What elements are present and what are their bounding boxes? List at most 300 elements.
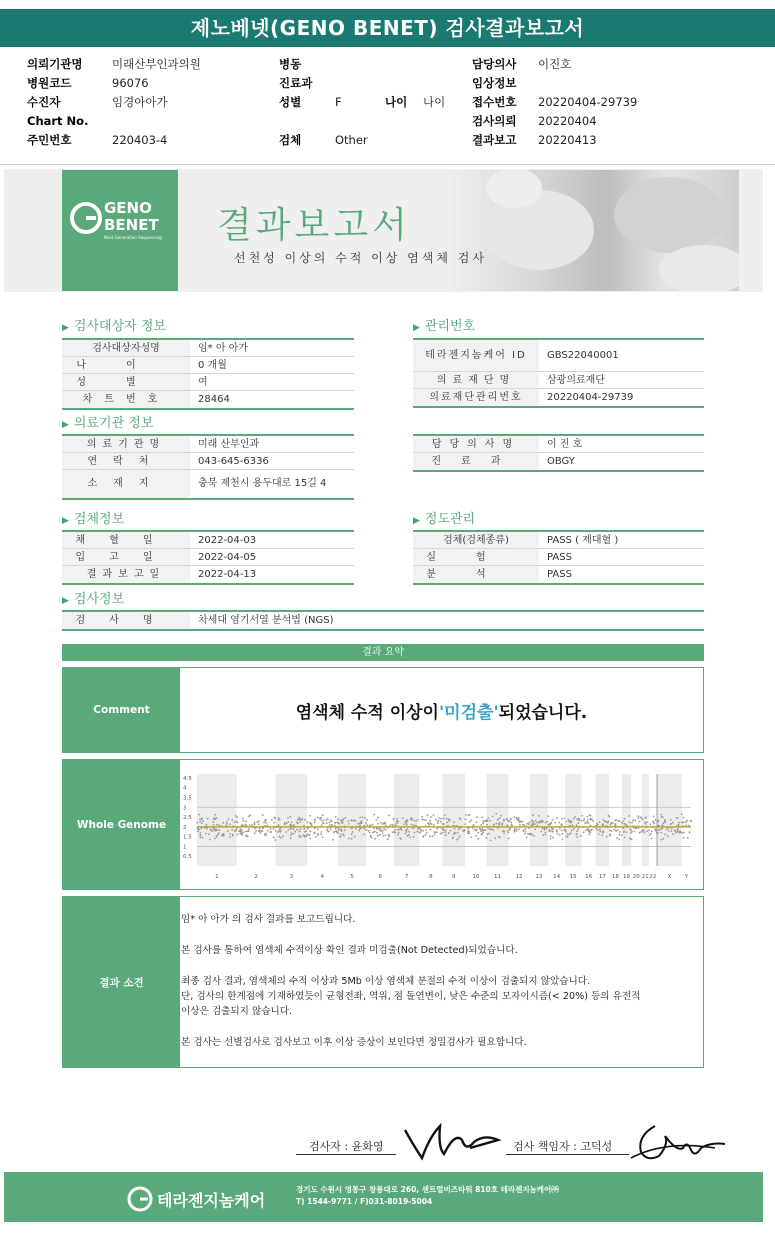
data-point [440,833,442,835]
data-point [255,830,257,832]
data-point [414,832,416,834]
data-point [591,819,593,821]
section-arrow-icon: ▶ [62,323,69,333]
data-point [500,815,502,817]
data-point [237,834,239,836]
data-point [494,837,496,839]
data-point [362,816,364,818]
data-point [550,835,552,837]
data-point [590,831,592,833]
data-point [265,833,267,835]
header-label: 담당의사 [472,57,517,71]
age-value: 나이 [423,95,446,109]
section-arrow-icon: ▶ [62,516,69,526]
data-point [205,833,207,835]
data-point [365,822,367,824]
table-value: GBS22040001 [547,350,619,361]
data-point [662,838,664,840]
comment-label: Comment [63,668,180,752]
data-point [528,822,530,824]
data-point [334,822,336,824]
data-point [407,835,409,837]
header-value: 96076 [112,76,149,90]
data-point [308,834,310,836]
data-point [443,818,445,820]
genome-label: Whole Genome [63,760,180,889]
data-point [597,829,599,831]
data-point [550,822,552,824]
data-point [388,834,390,836]
data-point [327,818,329,820]
data-point [413,819,415,821]
data-point [571,830,573,832]
data-point [470,837,472,839]
data-point [437,823,439,825]
data-point [201,823,203,825]
data-point [453,833,455,835]
data-point [429,820,431,822]
signature-underline [296,1154,396,1155]
table-row [413,549,704,566]
data-point [561,829,563,831]
data-point [514,830,516,832]
data-point [213,824,215,826]
data-point [342,818,344,820]
data-point [499,817,501,819]
data-point [590,815,592,817]
data-point [525,828,527,830]
data-point [476,821,478,823]
data-point [275,830,277,832]
data-point [259,827,261,829]
x-tick-label: 14 [553,874,561,880]
data-point [482,817,484,819]
data-point [265,819,267,821]
data-point [432,835,434,837]
data-point [337,832,339,834]
x-tick-label: 1 [215,874,219,880]
data-point [486,837,488,839]
data-point [354,820,356,822]
data-point [567,833,569,835]
x-tick-label: 16 [585,874,593,880]
data-point [577,828,579,830]
data-point [258,830,260,832]
data-point [442,828,444,830]
finding-line: 이상은 검출되지 않습니다. [181,1006,293,1017]
table-row [62,612,704,629]
data-point [552,837,554,839]
data-point [544,828,546,830]
data-point [380,830,382,832]
data-point [320,833,322,835]
data-point [304,831,306,833]
data-point [208,833,210,835]
data-point [380,828,382,830]
data-point [475,835,477,837]
data-point [624,837,626,839]
data-point [554,822,556,824]
x-tick-label: 15 [569,874,577,880]
comment-pre: 염색체 수적 이상이 [295,702,439,723]
data-point [651,831,653,833]
data-point [569,820,571,822]
table-key: 채혈일 [62,532,190,548]
data-point [299,819,301,821]
data-point [609,816,611,818]
data-point [639,821,641,823]
data-point [663,822,665,824]
table-key: 의료재단관리번호 [413,389,539,406]
data-point [344,817,346,819]
x-tick-label: 12 [515,874,523,880]
data-point [374,838,376,840]
data-point [596,823,598,825]
data-point [263,822,265,824]
data-point [247,835,249,837]
data-point [237,822,239,824]
data-point [608,820,610,822]
data-point [372,824,374,826]
data-point [653,823,655,825]
data-point [567,836,569,838]
data-point [197,831,199,833]
data-point [540,831,542,833]
data-point [454,832,456,834]
institution-table [62,434,354,500]
chromosome-band [657,774,682,866]
data-point [290,837,292,839]
data-point [339,836,341,838]
data-point [486,819,488,821]
table-key: 담당의사명 [413,436,539,452]
data-point [209,839,211,841]
header-value: 20220404-29739 [538,95,638,109]
data-point [321,820,323,822]
data-point [561,824,563,826]
data-point [587,828,589,830]
data-point [476,829,478,831]
data-point [236,816,238,818]
data-point [497,818,499,820]
data-point [212,830,214,832]
table-value: 28464 [198,394,230,405]
data-point [640,817,642,819]
data-point [406,819,408,821]
data-point [643,831,645,833]
data-point [503,819,505,821]
data-point [406,823,408,825]
banner-title: 결과보고서 [217,205,411,246]
data-point [541,822,543,824]
table-key: 검사대상자성명 [62,340,190,356]
data-point [435,819,437,821]
data-point [570,822,572,824]
x-tick-label: 4 [320,874,325,880]
data-point [685,824,687,826]
table-key: 진료과 [413,453,539,470]
data-point [229,823,231,825]
data-point [239,828,241,830]
data-point [273,837,275,839]
data-point [398,832,400,834]
data-point [442,832,444,834]
data-point [530,834,532,836]
data-point [400,838,402,840]
data-point [445,830,447,832]
data-point [341,829,343,831]
data-point [545,828,547,830]
y-tick-label: 1.5 [183,834,192,841]
data-point [260,830,262,832]
data-point [526,837,528,839]
banner-subtitle: 선천성 이상의 수적 이상 염색체 검사 [234,251,487,265]
data-point [538,815,540,817]
table-value: 2022-04-13 [198,569,257,580]
data-point [633,819,635,821]
data-point [473,824,475,826]
data-point [403,823,405,825]
data-point [629,822,631,824]
table-row [413,532,704,549]
data-point [251,824,253,826]
data-point [216,835,218,837]
data-point [602,819,604,821]
data-point [327,831,329,833]
data-point [429,835,431,837]
data-point [578,822,580,824]
data-point [624,818,626,820]
data-point [382,832,384,834]
data-point [674,829,676,831]
data-point [458,829,460,831]
table-value: 2022-04-03 [198,535,257,546]
data-point [229,836,231,838]
data-point [660,839,662,841]
data-point [616,819,618,821]
data-point [258,820,260,822]
table-value: OBGY [547,456,575,467]
chromosome-band [443,774,465,866]
header-label: 진료과 [279,76,313,90]
responsible-signature-label: 검사 책임자 : 고덕성 [513,1140,613,1153]
data-point [348,823,350,825]
data-point [602,830,604,832]
data-point [581,820,583,822]
data-point [370,836,372,838]
data-point [329,824,331,826]
data-point [218,832,220,834]
data-point [522,821,524,823]
data-point [342,822,344,824]
data-point [431,823,433,825]
data-point [689,831,691,833]
data-point [490,829,492,831]
logo-tagline: Next Generation Sequencing [104,235,162,240]
data-point [348,838,350,840]
data-point [218,824,220,826]
qc-table [413,530,704,585]
data-point [210,828,212,830]
data-point [542,834,544,836]
data-point [222,822,224,824]
header-left [27,55,201,150]
data-point [599,828,601,830]
data-point [584,822,586,824]
data-point [299,831,301,833]
data-point [610,822,612,824]
finding-line: 단, 검사의 한계점에 기재하였듯이 균형전좌, 역위, 점 돌연변이, 낮은 수준의 모자이시즘(< 20%) 등의 유전적 [181,991,641,1002]
data-point [635,820,637,822]
x-tick-label: 18 [611,874,619,880]
data-point [258,823,260,825]
data-point [235,815,237,817]
data-point [279,836,281,838]
data-point [417,819,419,821]
logo-line1: GENO [104,199,152,217]
data-point [516,830,518,832]
data-point [385,835,387,837]
data-point [557,833,559,835]
data-point [379,834,381,836]
data-point [326,829,328,831]
data-point [408,831,410,833]
data-point [286,822,288,824]
data-point [287,829,289,831]
footer-company: 테라젠지놈케어 [157,1191,266,1210]
data-point [446,822,448,824]
data-point [486,824,488,826]
data-point [619,834,621,836]
data-point [315,836,317,838]
data-point [410,818,412,820]
data-point [248,830,250,832]
data-point [583,820,585,822]
table-row [413,372,704,389]
data-point [448,820,450,822]
chromosome-band [596,774,609,866]
data-point [546,821,548,823]
data-point [607,822,609,824]
data-point [440,818,442,820]
data-point [448,832,450,834]
data-point [499,837,501,839]
data-point [677,830,679,832]
data-point [300,836,302,838]
data-point [482,822,484,824]
data-point [377,835,379,837]
section-arrow-icon: ▶ [62,596,69,606]
data-point [322,814,324,816]
x-tick-label: 3 [289,874,294,880]
data-point [671,830,673,832]
data-point [335,816,337,818]
data-point [492,816,494,818]
data-point [477,838,479,840]
data-point [320,831,322,833]
data-point [683,832,685,834]
data-point [649,835,651,837]
data-point [596,828,598,830]
table-key: 실험 [413,549,539,565]
data-point [576,818,578,820]
data-point [498,824,500,826]
table-value: 미래 산부인과 [198,439,260,450]
data-point [383,835,385,837]
data-point [421,819,423,821]
specimen-table [62,530,354,585]
data-point [411,824,413,826]
data-point [622,820,624,822]
data-point [426,832,428,834]
data-point [452,837,454,839]
data-point [687,837,689,839]
data-point [343,835,345,837]
data-point [236,828,238,830]
x-tick-label: 22 [649,874,657,880]
data-point [405,829,407,831]
data-point [427,822,429,824]
data-point [642,818,644,820]
data-point [422,830,424,832]
data-point [645,823,647,825]
data-point [646,830,648,832]
data-point [321,824,323,826]
data-point [297,819,299,821]
data-point [229,833,231,835]
data-point [573,818,575,820]
data-point [214,814,216,816]
data-point [567,819,569,821]
data-point [480,830,482,832]
data-point [352,831,354,833]
data-point [270,828,272,830]
x-tick-label: 17 [598,874,606,880]
header-right [472,55,637,150]
data-point [464,823,466,825]
whole-genome-chart [181,766,695,886]
data-point [309,815,311,817]
data-point [667,835,669,837]
header-label: 수진자 [27,95,61,109]
data-point [664,834,666,836]
data-point [528,823,530,825]
data-point [396,823,398,825]
data-point [685,821,687,823]
data-point [613,829,615,831]
data-point [364,817,366,819]
data-point [524,833,526,835]
data-point [535,820,537,822]
table-value: 삼광의료재단 [547,375,605,386]
data-point [576,830,578,832]
data-point [207,818,209,820]
data-point [450,830,452,832]
data-point [492,829,494,831]
y-tick-label: 1 [183,844,187,851]
data-point [675,832,677,834]
data-point [653,816,655,818]
data-point [576,824,578,826]
data-point [199,818,201,820]
x-tick-label: 21 [641,874,649,880]
data-point [508,838,510,840]
data-point [591,829,593,831]
data-point [427,814,429,816]
data-point [293,833,295,835]
data-point [681,832,683,834]
data-point [583,818,585,820]
